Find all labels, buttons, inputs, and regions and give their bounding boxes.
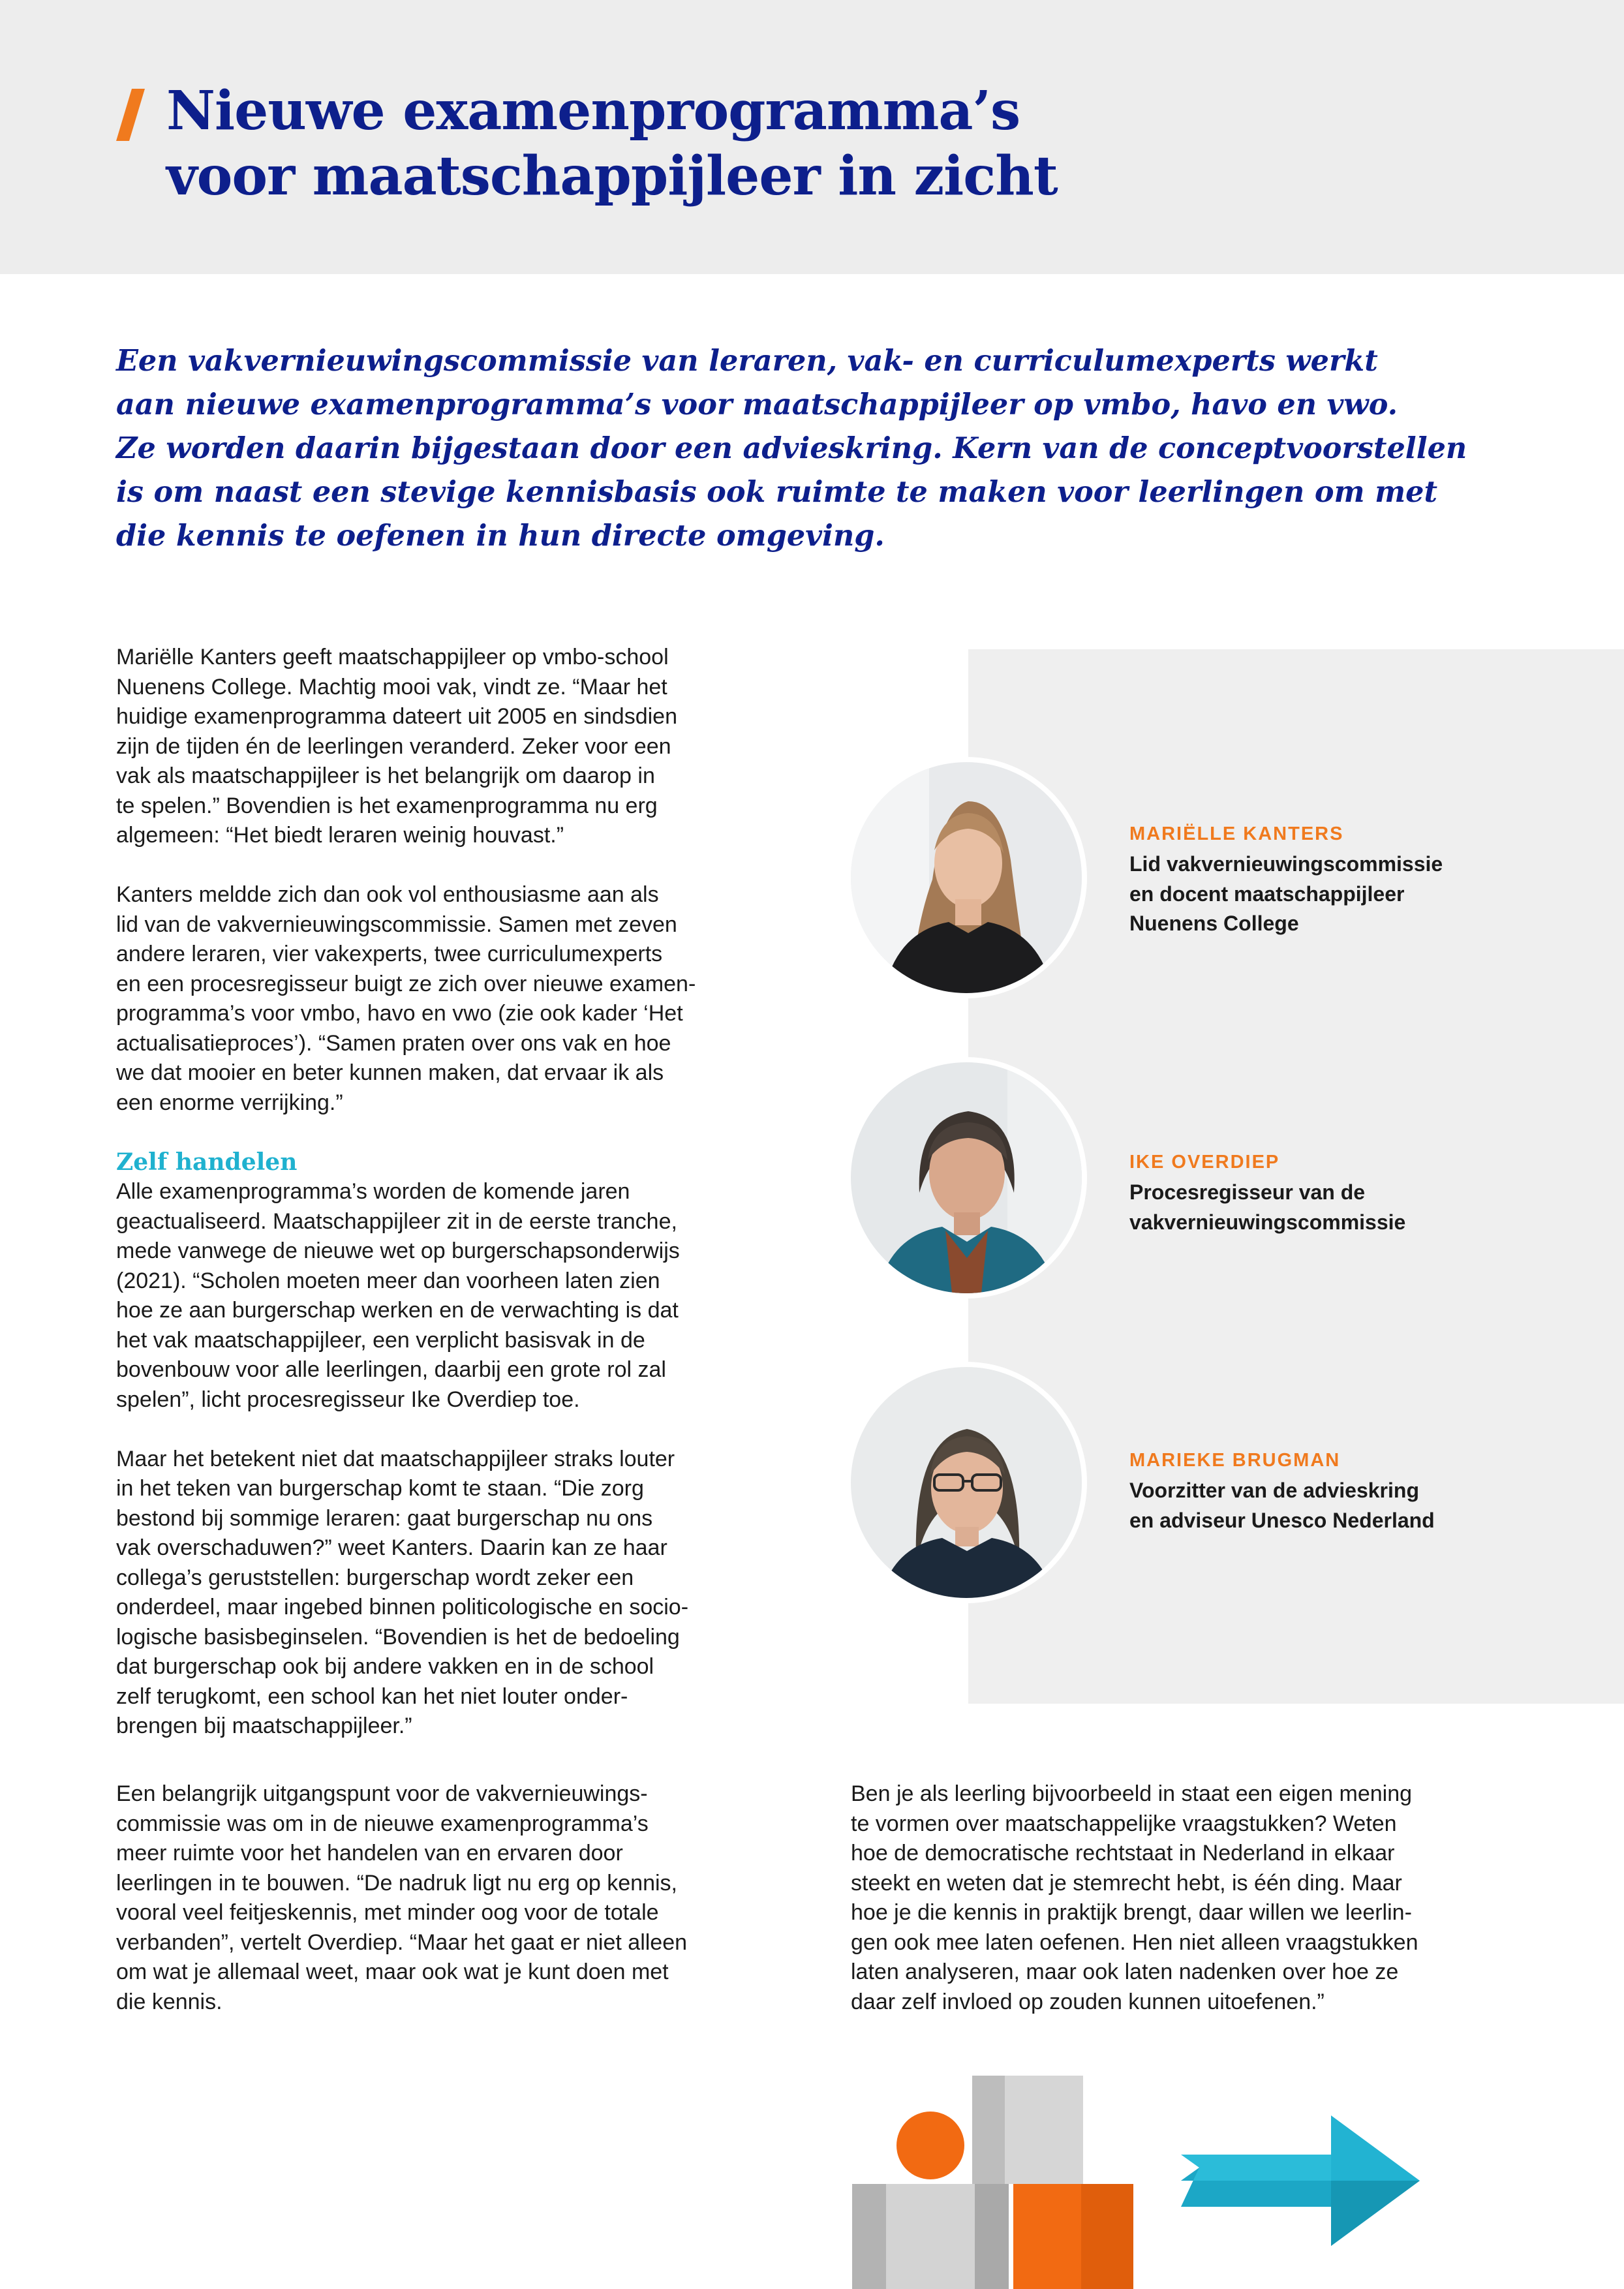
person-name: MARIËLLE KANTERS	[1129, 823, 1344, 844]
person-name: IKE OVERDIEP	[1129, 1152, 1280, 1173]
article-column-left	[116, 643, 801, 1742]
avatar-marielle-kanters	[846, 757, 1087, 998]
section-subheading: Zelf handelen	[116, 1148, 298, 1176]
page-title: Nieuwe examenprogramma’s voor maatschappijleer in zicht	[166, 80, 1058, 207]
article-column-left-bottom	[116, 1779, 801, 2017]
paragraph: Maar het betekent niet dat maatschappijleer straks louter in het teken van burgerschap komt te staan. “Die zorg bestond bij sommige leraren: gaat burgerschap nu ons vak overschaduwen?” weet Kanters. Daarin kan ze haar collega’s geruststellen: burgerschap wordt zeker een onderdeel, maar ingebed binnen politicologische en socio- logische basisbeginselen. “Bovendien is het de bedoeling dat burgerschap ook bij andere vakken en in de school zelf terugkomt, een school kan het niet louter onder- brengen bij maatschappijleer.”	[116, 1446, 689, 1738]
person-role: Lid vakvernieuwingscommissie en docent maatschappijleer Nuenens College	[1129, 852, 1443, 935]
paragraph: Een belangrijk uitgangspunt voor de vakvernieuwings- commissie was om in de nieuwe examenprogramma’s meer ruimte voor het handelen van en ervaren door leerlingen in te bouwen. “De nadruk ligt nu erg op kennis, vooral veel feitjeskennis, met minder oog voor de totale verbanden”, vertelt Overdiep. “Maar het gaat er niet alleen om wat je allemaal weet, maar ook wat je kunt doen met die kennis.	[116, 1781, 688, 2014]
paragraph: Kanters meldde zich dan ook vol enthousiasme aan als lid van de vakvernieuwingscommissie. Samen met zeven andere leraren, vier vakexperts, twee curriculumexperts en een procesregisseur buigt ze zich over nieuwe examen- programma’s voor vmbo, havo en vwo (zie ook kader ‘Het actualisatieproces’). “Samen praten over ons vak en hoe we dat mooier en beter kunnen maken, dat ervaar ik als een enorme verrijking.”	[116, 882, 696, 1115]
avatar-marieke-brugman	[846, 1362, 1087, 1603]
lead-paragraph: Een vakvernieuwingscommissie van leraren, vak- en curriculumexperts werkt aan nieuwe examenprogramma’s voor maatschappijleer op vmbo, havo en vwo. Ze worden daarin bijgestaan door een advieskring. Kern van de conceptvoorstellen is om naast een stevige kennisbasis ook ruimte te maken voor leerlingen om met die kennis te oefenen in hun directe omgeving.	[116, 344, 1467, 553]
person-role: Voorzitter van de advieskring en adviseur Unesco Nederland	[1129, 1479, 1435, 1532]
decorative-blocks-arrow-illustration	[848, 2068, 1435, 2289]
avatar-ike-overdiep	[846, 1057, 1087, 1298]
title-slash-icon	[116, 89, 145, 141]
article-column-right-bottom	[851, 1779, 1536, 2017]
paragraph: Alle examenprogramma’s worden de komende jaren geactualiseerd. Maatschappijleer zit in de eerste tranche, mede vanwege de nieuwe wet op burgerschapsonderwijs (2021). “Scholen moeten meer dan voorheen laten zien hoe ze aan burgerschap werken en de verwachting is dat het vak maatschappijleer, een verplicht basisvak in de bovenbouw voor alle leerlingen, daarbij een grote rol zal spelen”, licht procesregisseur Ike Overdiep toe.	[116, 1179, 680, 1412]
person-name: MARIEKE BRUGMAN	[1129, 1450, 1341, 1471]
person-role: Procesregisseur van de vakvernieuwingscommissie	[1129, 1180, 1406, 1234]
paragraph: Mariëlle Kanters geeft maatschappijleer op vmbo-school Nuenens College. Machtig mooi vak, vindt ze. “Maar het huidige examenprogramma dateert uit 2005 en sindsdien zijn de tijden én de leerlingen veranderd. Zeker voor een vak als maatschappijleer is het belangrijk om daarop in te spelen.” Bovendien is het examenprogramma nu erg algemeen: “Het biedt leraren weinig houvast.”	[116, 645, 677, 848]
paragraph: Ben je als leerling bijvoorbeeld in staat een eigen mening te vormen over maatschappelijke vraagstukken? Weten hoe de democratische rechtstaat in Nederland in elkaar steekt en weten dat je stemrecht hebt, is één ding. Maar hoe je die kennis in praktijk brengt, daar willen we leerlin- gen ook mee laten oefenen. Hen niet alleen vraagstukken laten analyseren, maar ook laten nadenken over hoe ze daar zelf invloed op zouden kunnen uitoefenen.”	[851, 1781, 1418, 2014]
